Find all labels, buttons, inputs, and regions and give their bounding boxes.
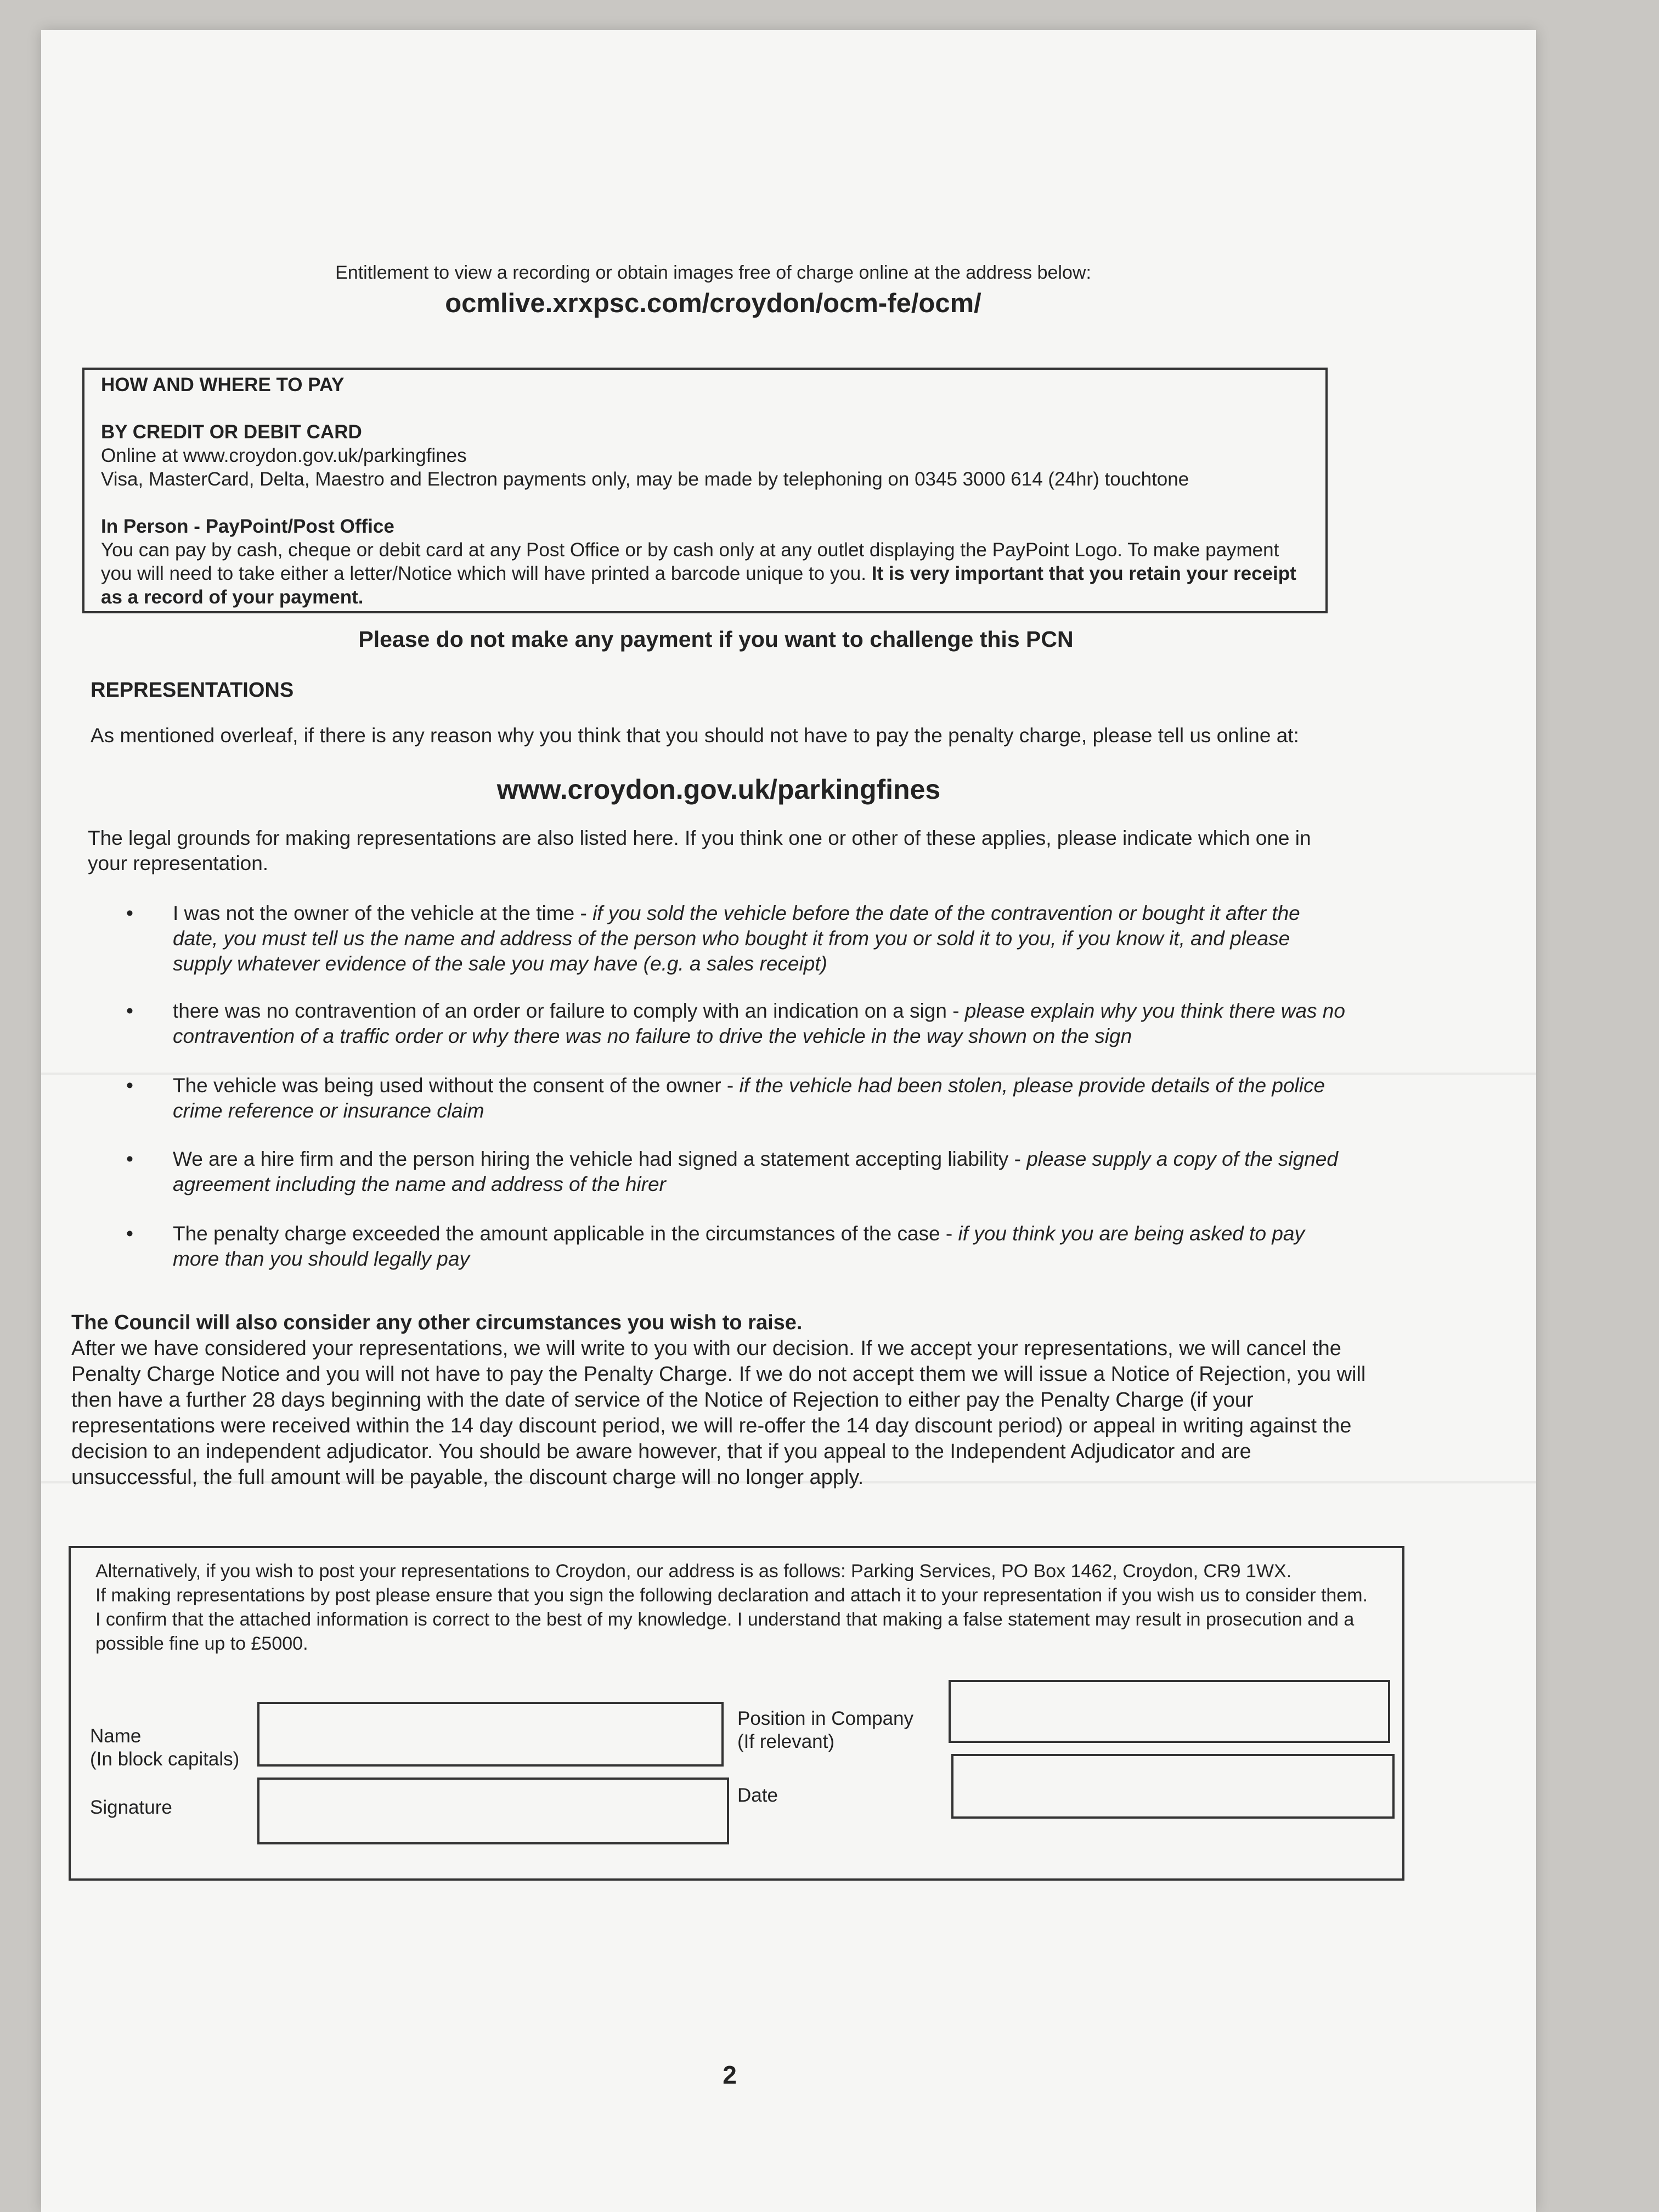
page-number: 2 <box>723 2061 737 2089</box>
ground-text <box>173 998 1350 1049</box>
ground-main: We are a hire firm and the person hiring the vehicle had signed a statement accepting liability - <box>173 1148 1027 1170</box>
in-person-body: You can pay by cash, cheque or debit card at any Post Office or by cash only at any outlet displaying the PayPoint Logo. To make payment you will need to take either a letter/Notice which will have printed a barcode unique to you. <box>101 539 1279 584</box>
representations-intro: As mentioned overleaf, if there is any reason why you think that you should not have to pay the penalty charge, please tell us online at: <box>91 724 1299 747</box>
postal-declaration-box <box>69 1546 1404 1881</box>
bullet-icon: • <box>126 1074 133 1097</box>
name-field[interactable] <box>257 1702 724 1767</box>
ground-detail: if the vehicle had been stolen, please provide details of the police crime reference or insurance claim <box>173 1074 1325 1122</box>
in-person-heading: In Person - PayPoint/Post Office <box>101 516 394 537</box>
card-payment-online: Online at www.croydon.gov.uk/parkingfines <box>101 445 467 466</box>
other-circumstances: The Council will also consider any other circumstances you wish to raise. <box>71 1311 803 1334</box>
ground-detail: if you think you are being asked to pay more than you should legally pay <box>173 1222 1305 1270</box>
position-sublabel: (If relevant) <box>737 1731 834 1752</box>
payment-info-box <box>82 368 1328 613</box>
ground-main: The penalty charge exceeded the amount applicable in the circumstances of the case - <box>173 1222 958 1245</box>
receipt-warning: It is very important that you retain your receipt as a record of your payment. <box>101 563 1296 608</box>
representations-heading: REPRESENTATIONS <box>91 679 294 702</box>
position-field[interactable] <box>949 1680 1390 1743</box>
grounds-intro: The legal grounds for making representations are also listed here. If you think one or other of these applies, please indicate which one in your representation. <box>88 827 1311 874</box>
name-label <box>90 1725 239 1771</box>
bullet-icon: • <box>126 1000 133 1022</box>
ground-detail: please supply a copy of the signed agreement including the name and address of the hirer <box>173 1148 1338 1195</box>
ground-text <box>173 1221 1350 1272</box>
ground-text <box>173 1073 1350 1124</box>
in-person-text <box>101 538 1309 609</box>
bullet-icon: • <box>126 902 133 924</box>
bullet-icon: • <box>126 1222 133 1245</box>
ground-item <box>126 1221 1350 1272</box>
ground-item <box>126 901 1350 977</box>
ground-detail: if you sold the vehicle before the date of the contravention or bought it after the date, you must tell us the name and address of the person who bought it from you or sold it to you, if you know it, and please supply whatever evidence of the sale you may have (e.g. a sales receipt) <box>173 902 1300 975</box>
confirmation-statement: I confirm that the attached information is correct to the best of my knowledge. I understand that making a false statement may result in prosecution and a possible fine up to £5000. <box>95 1609 1355 1654</box>
ground-item <box>126 998 1350 1049</box>
bullet-icon: • <box>126 1148 133 1170</box>
intro-text: Entitlement to view a recording or obtain images free of charge online at the address below: <box>335 262 1091 283</box>
signature-label: Signature <box>90 1797 172 1818</box>
name-sublabel: (In block capitals) <box>90 1748 240 1770</box>
ground-item <box>126 1147 1350 1197</box>
ground-text <box>173 1147 1350 1197</box>
ground-main: there was no contravention of an order or failure to comply with an indication on a sign - <box>173 1000 965 1022</box>
postal-address: Alternatively, if you wish to post your representations to Croydon, our address is as follows: Parking Services, PO Box 1462, Croydon, CR9 1WX. <box>95 1561 1292 1582</box>
postal-text <box>95 1559 1379 1656</box>
declaration-intro: If making representations by post please ensure that you sign the following declaration and attach it to your representation if you wish us to consider them. <box>95 1585 1368 1606</box>
decision-section <box>71 1310 1372 1491</box>
date-label: Date <box>737 1785 778 1806</box>
card-payment-heading: BY CREDIT OR DEBIT CARD <box>101 421 362 443</box>
ground-item <box>126 1073 1350 1124</box>
position-label <box>737 1707 913 1753</box>
payment-box-title: HOW AND WHERE TO PAY <box>101 374 345 396</box>
ground-main: The vehicle was being used without the consent of the owner - <box>173 1074 740 1097</box>
ground-main: I was not the owner of the vehicle at the time - <box>173 902 593 924</box>
decision-text: After we have considered your representations, we will write to you with our decision. If we accept your representations, we will cancel the Penalty Charge Notice and you will not have to pay the Penalty Charge. If we do not accept them we will issue a Notice of Rejection, you will then have a further 28 days beginning with the date of service of the Notice of Rejection to either pay the Penalty Charge (if your representations were received within the 14 day discount period, we will re-offer the 14 day discount period) or appeal in writing against the decision to an independent adjudicator. You should be aware however, that if you appeal to the Independent Adjudicator and are unsuccessful, the full amount will be payable, the discount charge will no longer apply. <box>71 1337 1366 1489</box>
date-field[interactable] <box>951 1754 1395 1819</box>
no-payment-notice: Please do not make any payment if you want to challenge this PCN <box>358 627 1074 652</box>
card-payment-phone: Visa, MasterCard, Delta, Maestro and Electron payments only, may be made by telephoning on 0345 3000 614 (24hr) touchtone <box>101 469 1189 490</box>
position-label-text: Position in Company <box>737 1708 913 1729</box>
representations-url: www.croydon.gov.uk/parkingfines <box>496 774 941 805</box>
ground-text <box>173 901 1350 977</box>
signature-field[interactable] <box>257 1778 729 1844</box>
recording-url: ocmlive.xrxpsc.com/croydon/ocm-fe/ocm/ <box>445 289 981 318</box>
name-label-text: Name <box>90 1725 142 1747</box>
ground-detail: please explain why you think there was no contravention of a traffic order or why there was no failure to drive the vehicle in the way shown on the sign <box>173 1000 1345 1047</box>
